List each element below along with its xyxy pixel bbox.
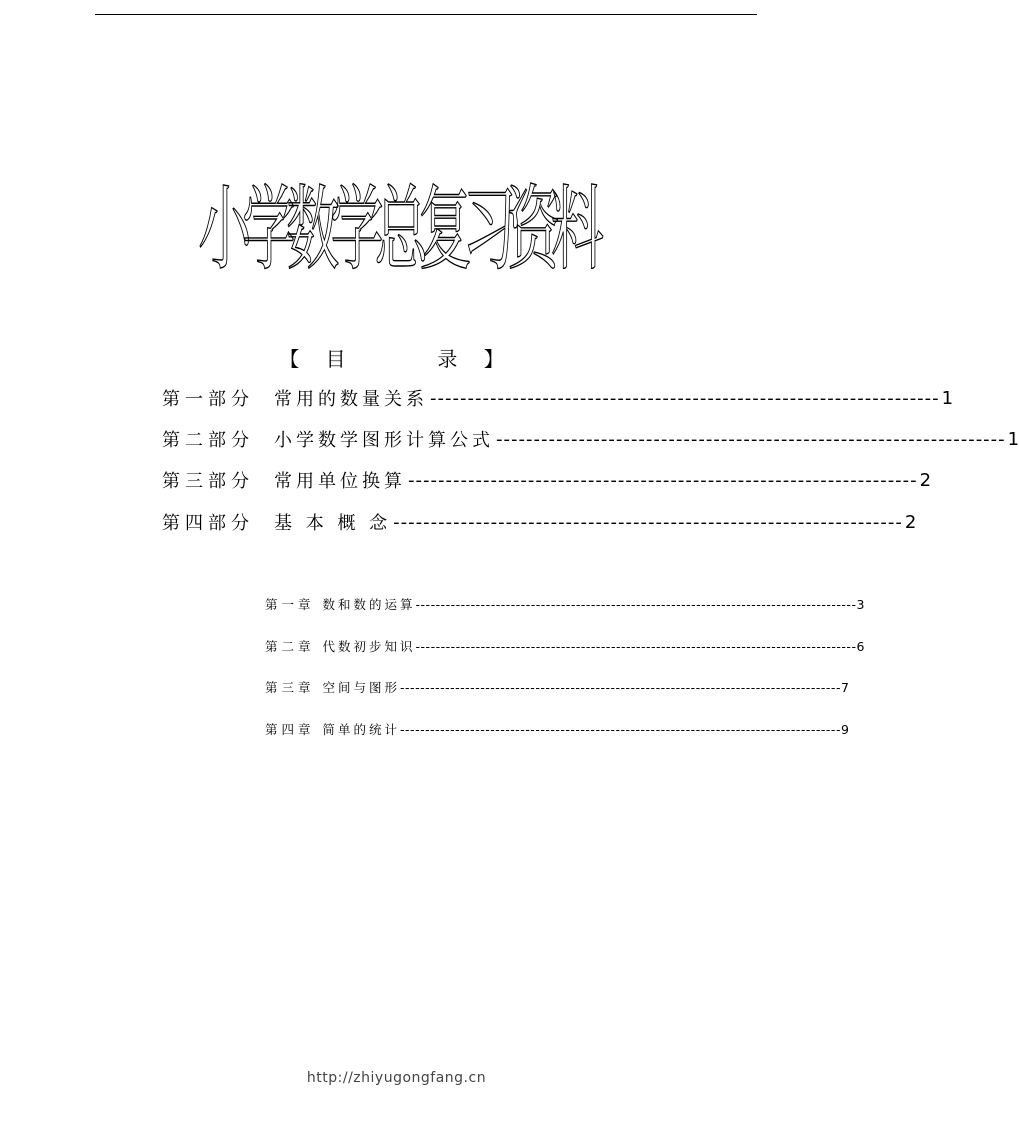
toc-heading: [0, 343, 793, 372]
header-rule: [95, 14, 757, 15]
toc-heading-char-1: 目: [325, 347, 356, 371]
toc-leader: --------------------------------------------------------------------: [393, 511, 903, 533]
toc-leader: ----------------------------------------------------------------------------------------: [415, 638, 857, 654]
toc-chapter-label: 第二章: [265, 639, 315, 654]
toc-page-number: 1: [1007, 428, 1019, 450]
toc-chapter-label: 第三章: [265, 680, 315, 695]
toc-chapter-1[interactable]: [265, 594, 865, 614]
toc-page-number: 2: [919, 469, 932, 491]
document-title: 小学数学总复习资料: [198, 176, 595, 283]
toc-leader: --------------------------------------------------------------------: [430, 387, 940, 409]
toc-part-label: 第一部分: [162, 389, 254, 410]
toc-page-number: 7: [840, 679, 849, 695]
toc-chapter-title: 简单的统计: [322, 722, 401, 737]
toc-leader: --------------------------------------------------------------------: [496, 428, 1006, 450]
toc-part-title: 基 本 概 念: [274, 513, 392, 534]
toc-page-number: 9: [840, 721, 849, 737]
toc-part-3[interactable]: [162, 467, 932, 493]
toc-part-title: 常用单位换算: [274, 471, 406, 492]
toc-page-number: 2: [904, 511, 917, 533]
toc-chapter-3[interactable]: [265, 677, 849, 697]
toc-chapter-title: 代数初步知识: [322, 639, 416, 654]
toc-part-label: 第四部分: [162, 513, 254, 534]
toc-part-4[interactable]: [162, 509, 917, 535]
toc-chapter-label: 第四章: [265, 722, 315, 737]
toc-close-bracket: 】: [483, 347, 514, 371]
toc-leader: --------------------------------------------------------------------: [408, 469, 918, 491]
toc-part-title: 常用的数量关系: [274, 389, 428, 410]
toc-part-title: 小学数学图形计算公式: [274, 430, 494, 451]
toc-chapter-4[interactable]: [265, 719, 849, 739]
toc-chapter-title: 空间与图形: [322, 680, 401, 695]
toc-chapter-label: 第一章: [265, 597, 315, 612]
toc-chapter-2[interactable]: [265, 636, 865, 656]
toc-leader: ----------------------------------------------------------------------------------------: [400, 679, 841, 695]
toc-open-bracket: 【: [279, 347, 310, 371]
toc-part-label: 第三部分: [162, 471, 254, 492]
toc-part-1[interactable]: [162, 385, 954, 411]
footer-url: http://zhiyugongfang.cn: [306, 1070, 487, 1086]
toc-page-number: 3: [856, 596, 865, 612]
toc-part-label: 第二部分: [162, 430, 254, 451]
toc-chapter-title: 数和数的运算: [322, 597, 416, 612]
toc-part-2[interactable]: [162, 426, 1019, 452]
toc-page-number: 1: [941, 387, 954, 409]
toc-leader: ----------------------------------------------------------------------------------------: [415, 596, 857, 612]
toc-page-number: 6: [856, 638, 865, 654]
toc-heading-char-2: 录: [437, 347, 468, 371]
toc-leader: ----------------------------------------------------------------------------------------: [400, 721, 841, 737]
